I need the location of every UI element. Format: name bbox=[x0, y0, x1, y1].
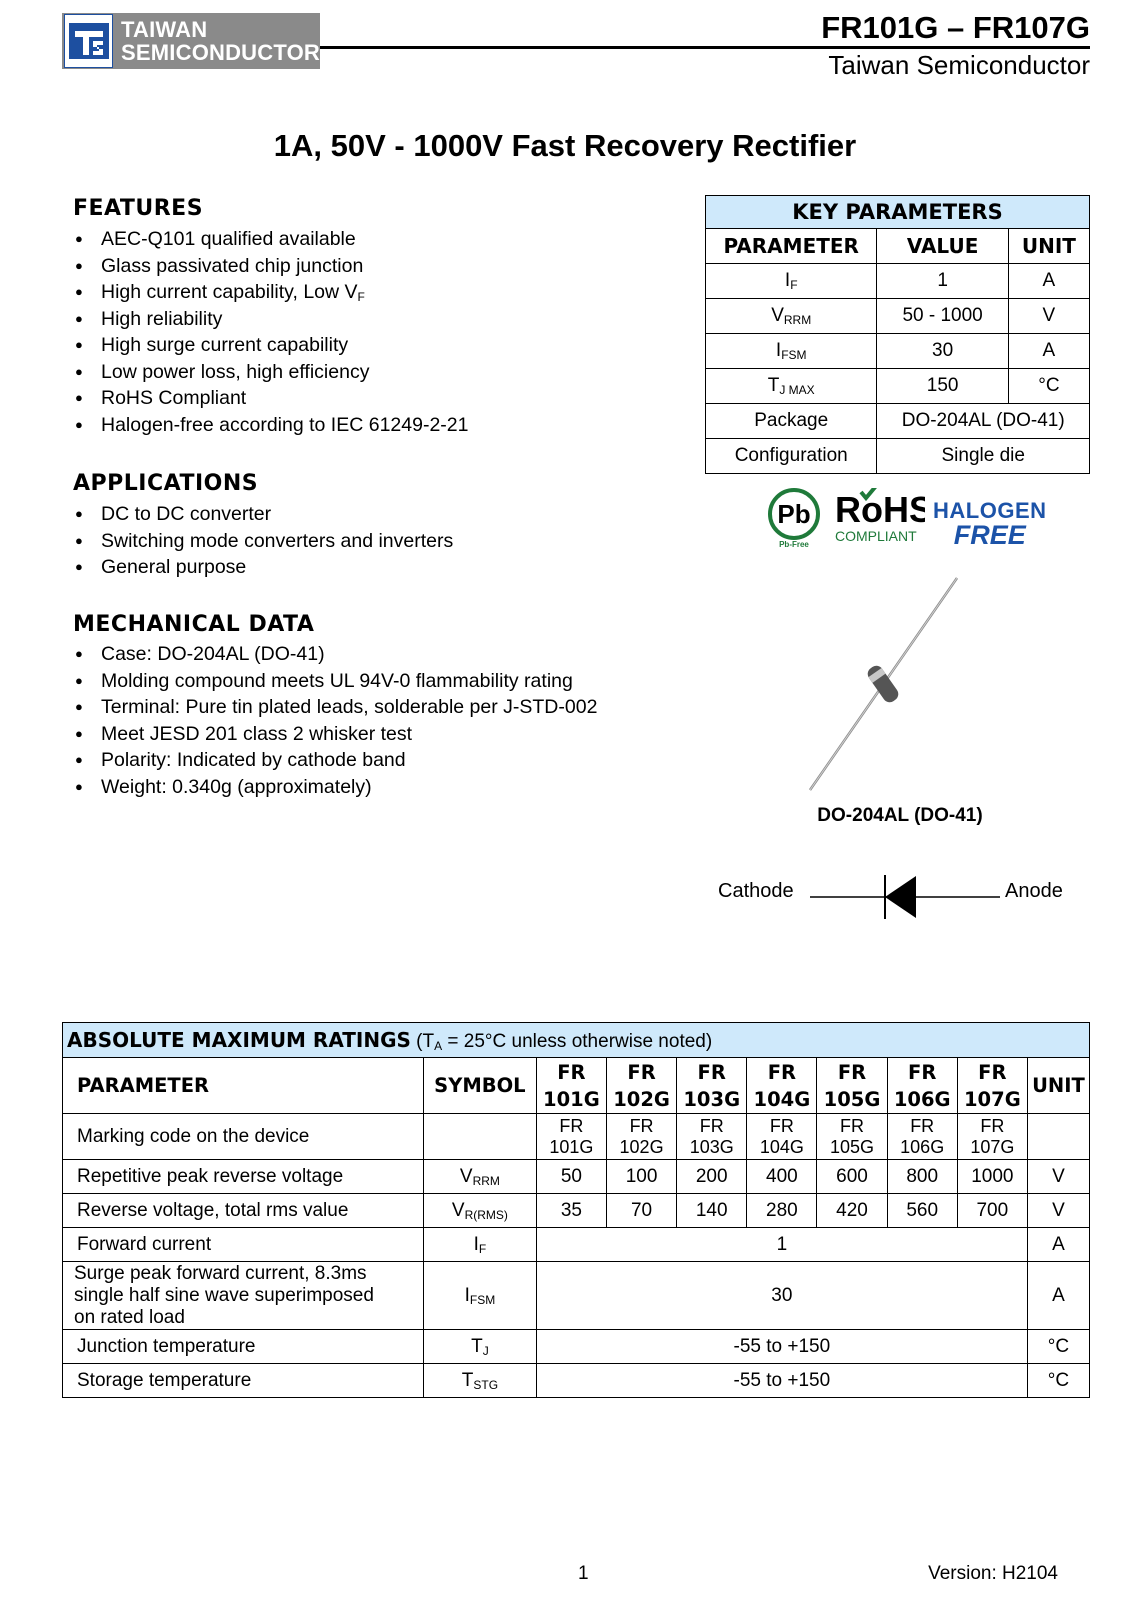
part-range: FR101G – FR107G bbox=[821, 10, 1090, 45]
document-title: 1A, 50V - 1000V Fast Recovery Rectifier bbox=[273, 128, 857, 163]
version-label: Version: H2104 bbox=[928, 1563, 1058, 1584]
table-row: Storage temperature $T_{STG}$ -55 to +150 °C bbox=[63, 1364, 1090, 1398]
list-item: ● Meet JESD 201 class 2 whisker test bbox=[73, 721, 597, 748]
mechanical-heading: MECHANICAL DATA bbox=[73, 612, 315, 637]
list-item: ● Halogen-free according to IEC 61249-2-21 bbox=[73, 412, 468, 439]
company-name: Taiwan Semiconductor bbox=[828, 50, 1090, 80]
applications-heading: APPLICATIONS bbox=[73, 471, 259, 496]
table-row: Junction temperature $T_J$ -55 to +150 °C bbox=[63, 1330, 1090, 1364]
table-row: $I_F$ 1 A bbox=[706, 264, 1090, 299]
table-row: Surge peak forward current, 8.3ms single half sine wave superimposed on rated load $I_{FSM}$ 30 A bbox=[63, 1262, 1090, 1330]
list-item: ● Low power loss, high efficiency bbox=[73, 359, 468, 386]
list-item: ● High surge current capability bbox=[73, 332, 468, 359]
anode-label: Anode bbox=[1005, 880, 1063, 902]
list-item: ● Glass passivated chip junction bbox=[73, 253, 468, 280]
key-parameters-title: KEY PARAMETERS bbox=[706, 196, 1090, 229]
amr-title: ABSOLUTE MAXIMUM RATINGS ($T_A = 25^\circ C$ unless otherwise noted) bbox=[63, 1023, 1090, 1058]
table-row: Reverse voltage, total rms value $V_{R(RMS)}$ 35 70 140 280 420 560 700 V bbox=[63, 1194, 1090, 1228]
table-row: Forward current $I_F$ 1 A bbox=[63, 1228, 1090, 1262]
svg-text:Pb-Free: Pb-Free bbox=[779, 540, 809, 549]
logo-line-2: SEMICONDUCTOR bbox=[121, 40, 320, 65]
key-parameters-table bbox=[705, 195, 1090, 474]
table-row: $V_{RRM}$ 50 - 1000 V bbox=[706, 299, 1090, 334]
package-label: DO-204AL (DO-41) bbox=[817, 805, 983, 826]
column-header: PARAMETER bbox=[706, 229, 877, 264]
features-list bbox=[73, 226, 468, 438]
table-row: Marking code on the device FR 101G FR 102G FR 103G FR 104G FR 105G FR 106G FR 107G bbox=[63, 1114, 1090, 1160]
column-header: UNIT bbox=[1008, 229, 1089, 264]
table-row: Package DO-204AL (DO-41) bbox=[706, 404, 1090, 439]
list-item: ● General purpose bbox=[73, 554, 453, 581]
list-item: ● Switching mode converters and inverters bbox=[73, 528, 453, 555]
mechanical-list bbox=[73, 641, 597, 800]
table-row: Repetitive peak reverse voltage $V_{RRM}$ 50 100 200 400 600 800 1000 V bbox=[63, 1160, 1090, 1194]
column-header: VALUE bbox=[877, 229, 1008, 264]
rohs-badge bbox=[835, 488, 925, 553]
svg-text:RoHS: RoHS bbox=[835, 489, 925, 530]
absolute-max-ratings-table bbox=[62, 1022, 1090, 1398]
page-number: 1 bbox=[578, 1563, 589, 1584]
list-item: ● DC to DC converter bbox=[73, 501, 453, 528]
table-row: $I_{FSM}$ 30 A bbox=[706, 334, 1090, 369]
list-item: ● Case: DO-204AL (DO-41) bbox=[73, 641, 597, 668]
svg-text:COMPLIANT: COMPLIANT bbox=[835, 528, 917, 544]
list-item: ● RoHS Compliant bbox=[73, 385, 468, 412]
ts-logo-icon bbox=[64, 14, 113, 68]
pb-free-badge bbox=[765, 485, 825, 556]
halogen-free-badge: HALOGEN FREE bbox=[933, 498, 1047, 550]
applications-list bbox=[73, 501, 453, 581]
header-rule bbox=[320, 46, 1090, 49]
list-item: ● Terminal: Pure tin plated leads, solderable per J-STD-002 bbox=[73, 694, 597, 721]
list-item: ● Molding compound meets UL 94V-0 flammability rating bbox=[73, 668, 597, 695]
svg-text:Pb: Pb bbox=[777, 499, 811, 529]
list-item: ● High reliability bbox=[73, 306, 468, 333]
logo-line-1: TAIWAN bbox=[121, 17, 208, 42]
features-heading: FEATURES bbox=[73, 196, 204, 221]
diode-package-illustration bbox=[800, 570, 970, 795]
table-row: Configuration Single die bbox=[706, 439, 1090, 474]
list-item: ● Weight: 0.340g (approximately) bbox=[73, 774, 597, 801]
diode-symbol-icon bbox=[810, 873, 1000, 921]
cathode-label: Cathode bbox=[718, 880, 794, 902]
table-header-row: PARAMETER SYMBOL FR 101G FR 102G FR 103G FR 104G FR 105G FR 106G FR 107G UNIT bbox=[63, 1058, 1090, 1114]
table-row: $T_{J MAX}$ 150 °C bbox=[706, 369, 1090, 404]
list-item: ● AEC-Q101 qualified available bbox=[73, 226, 468, 253]
list-item: ● High current capability, Low $V_F$ bbox=[73, 279, 468, 306]
list-item: ● Polarity: Indicated by cathode band bbox=[73, 747, 597, 774]
company-logo bbox=[62, 13, 320, 69]
